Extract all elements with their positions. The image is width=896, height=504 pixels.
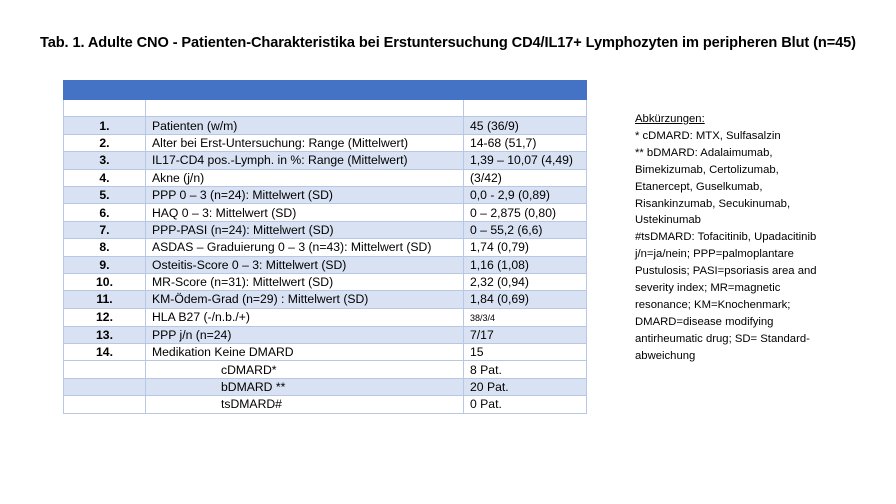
abbreviations-heading: Abkürzungen:	[635, 113, 705, 125]
row-value	[464, 152, 587, 169]
abbreviation-line: ** bDMARD: Adalaimumab,	[635, 146, 773, 159]
row-value-text: 1,84 (0,69)	[470, 292, 529, 307]
row-number: 1.	[64, 117, 146, 134]
table-row	[64, 239, 587, 256]
row-label: Akne (j/n)	[146, 169, 464, 186]
row-number: 6.	[64, 204, 146, 221]
row-number: 8.	[64, 239, 146, 256]
row-value	[464, 344, 587, 361]
row-number	[64, 361, 146, 378]
table-subrow	[64, 396, 587, 413]
row-number	[64, 378, 146, 395]
abbreviation-line: severity index; MR=magnetic	[635, 282, 781, 295]
table-header-band	[64, 81, 587, 100]
row-label: Medikation Keine DMARD	[146, 344, 464, 361]
row-label: Alter bei Erst-Untersuchung: Range (Mittelwert)	[146, 134, 464, 151]
row-label: KM-Ödem-Grad (n=29) : Mittelwert (SD)	[146, 291, 464, 308]
row-label: Patienten (w/m)	[146, 117, 464, 134]
row-value-text: 1,16 (1,08)	[470, 257, 529, 272]
abbreviation-line: abweichung	[635, 349, 696, 362]
row-number: 2.	[64, 134, 146, 151]
abbreviation-line: antirheumatic drug; SD= Standard-	[635, 332, 810, 345]
subrow-label: bDMARD **	[146, 378, 464, 395]
row-label: PPP-PASI (n=24): Mittelwert (SD)	[146, 221, 464, 238]
table-row	[64, 256, 587, 273]
table-blank-row	[64, 100, 587, 117]
table-row	[64, 221, 587, 238]
row-value-text: 0,0 - 2,9 (0,89)	[470, 188, 550, 203]
row-number	[64, 396, 146, 413]
row-number: 5.	[64, 186, 146, 203]
row-value	[464, 291, 587, 308]
row-number: 4.	[64, 169, 146, 186]
row-number: 10.	[64, 273, 146, 290]
row-label: HAQ 0 – 3: Mittelwert (SD)	[146, 204, 464, 221]
row-value-text: 14-68 (51,7)	[470, 135, 537, 150]
row-value	[464, 326, 587, 343]
abbreviation-line: DMARD=disease modifying	[635, 315, 774, 328]
row-number: 7.	[64, 221, 146, 238]
row-number: 3.	[64, 152, 146, 169]
row-label: MR-Score (n=31): Mittelwert (SD)	[146, 273, 464, 290]
row-value-text: 1,74 (0,79)	[470, 240, 529, 255]
table-row	[64, 152, 587, 169]
abbreviation-line: Etanercept, Guselkumab,	[635, 180, 763, 193]
row-value-text: 2,32 (0,94)	[470, 275, 529, 290]
table-row	[64, 344, 587, 361]
row-value-text: 1,39 – 10,07 (4,49)	[470, 153, 573, 168]
table-row	[64, 117, 587, 134]
row-label: PPP j/n (n=24)	[146, 326, 464, 343]
abbreviations-panel	[635, 111, 835, 365]
table-row	[64, 204, 587, 221]
abbreviation-line: Risankinzumab, Secukinumab,	[635, 197, 791, 210]
subrow-label: cDMARD*	[146, 361, 464, 378]
row-value	[464, 256, 587, 273]
abbreviation-line: Pustulosis; PASI=psoriasis area and	[635, 265, 817, 278]
abbreviation-line: resonance; KM=Knochenmark;	[635, 298, 791, 311]
table-row	[64, 186, 587, 203]
abbreviation-line: Bimekizumab, Certolizumab,	[635, 163, 779, 176]
abbreviation-line: Ustekinumab	[635, 214, 701, 227]
row-value-text: 15	[470, 345, 484, 360]
row-number: 9.	[64, 256, 146, 273]
row-value	[464, 134, 587, 151]
table-row	[64, 291, 587, 308]
row-value-text: 7/17	[470, 327, 494, 342]
row-value	[464, 204, 587, 221]
row-value-text: 0 – 55,2 (6,6)	[470, 222, 543, 237]
row-value	[464, 169, 587, 186]
row-value-text: 45 (36/9)	[470, 118, 519, 133]
row-label: PPP 0 – 3 (n=24): Mittelwert (SD)	[146, 186, 464, 203]
row-value	[464, 308, 587, 326]
abbreviation-line: #tsDMARD: Tofacitinib, Upadacitinib	[635, 231, 817, 244]
row-value	[464, 273, 587, 290]
row-value-text: 0 – 2,875 (0,80)	[470, 205, 557, 220]
row-label: HLA B27 (-/n.b./+)	[146, 308, 464, 326]
row-number: 11.	[64, 291, 146, 308]
row-value	[464, 186, 587, 203]
row-number: 13.	[64, 326, 146, 343]
table-row	[64, 326, 587, 343]
row-value-text: (3/42)	[470, 170, 502, 185]
table-row	[64, 134, 587, 151]
row-number: 14.	[64, 344, 146, 361]
abbreviation-line: j/n=ja/nein; PPP=palmoplantare	[635, 248, 794, 261]
row-number: 12.	[64, 308, 146, 326]
table-subrow	[64, 361, 587, 378]
table-row	[64, 273, 587, 290]
row-label: Osteitis-Score 0 – 3: Mittelwert (SD)	[146, 256, 464, 273]
row-value	[464, 239, 587, 256]
table-title: Tab. 1. Adulte CNO - Patienten-Charakteristika bei Erstuntersuchung CD4/IL17+ Lymphozyten im peripheren Blut (n=45)	[40, 35, 856, 51]
row-label: IL17-CD4 pos.-Lymph. in %: Range (Mittelwert)	[146, 152, 464, 169]
abbreviation-line: * cDMARD: MTX, Sulfasalzin	[635, 129, 781, 142]
row-label: ASDAS – Graduierung 0 – 3 (n=43): Mittelwert (SD)	[146, 239, 464, 256]
row-value-text: 38/3/4	[470, 312, 496, 323]
subrow-value: 20 Pat.	[464, 378, 587, 395]
subrow-value: 0 Pat.	[464, 396, 587, 413]
subrow-label: tsDMARD#	[146, 396, 464, 413]
table-subrow	[64, 378, 587, 395]
row-value	[464, 117, 587, 134]
row-value	[464, 221, 587, 238]
subrow-value: 8 Pat.	[464, 361, 587, 378]
table-row	[64, 308, 587, 326]
table-row	[64, 169, 587, 186]
patient-characteristics-table	[63, 80, 587, 414]
